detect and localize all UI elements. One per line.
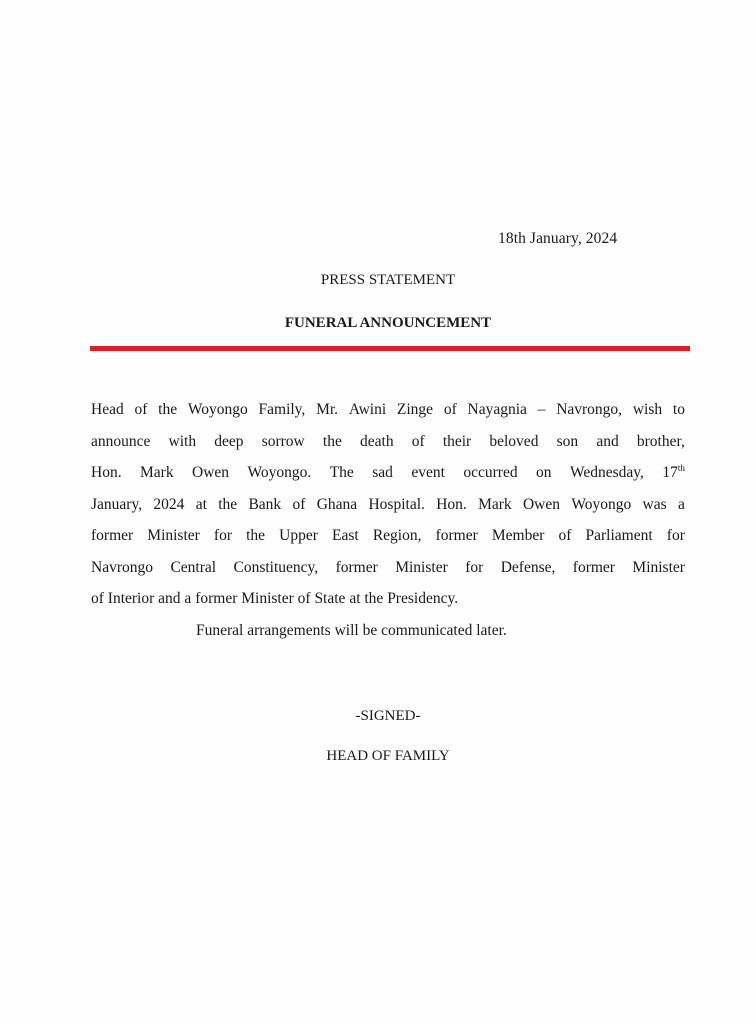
body-word: Mark (140, 464, 174, 481)
body-line (91, 489, 685, 521)
body-word: at (349, 590, 365, 607)
body-word: Minister (241, 590, 298, 607)
body-word: sad (372, 464, 393, 481)
body-word: State (314, 590, 350, 607)
body-word: announce (91, 432, 151, 450)
body-word: Mr. (316, 401, 339, 418)
body-word: the (158, 401, 178, 418)
body-word: of (443, 401, 457, 418)
body-word: the (246, 527, 266, 544)
body-word: January, (91, 495, 143, 513)
body-word: for (666, 527, 685, 544)
body-word: of (292, 495, 306, 513)
body-word: the (218, 495, 238, 513)
body-word: Head (91, 401, 124, 418)
body-line (91, 457, 685, 489)
body-line (91, 426, 685, 458)
body-word: Awini (348, 401, 387, 418)
body-word: Zinge (396, 401, 434, 418)
body-word: Parliament (585, 527, 653, 544)
body-line (91, 552, 685, 584)
body-word: with (168, 432, 197, 450)
body-word: East (332, 527, 359, 544)
red-divider-rule (90, 346, 690, 351)
body-word: Owen (522, 495, 561, 513)
body-word: Wednesday, (569, 464, 644, 481)
body-line (91, 520, 685, 552)
body-word: Interior (107, 590, 159, 607)
body-word: a (677, 495, 685, 513)
body-word: event (411, 464, 445, 481)
body-word: Region, (372, 527, 422, 544)
body-word: Central (170, 558, 217, 576)
body-word: former (335, 558, 378, 576)
body-word: Hon. (91, 464, 122, 481)
body-word: Woyongo. (247, 464, 312, 481)
body-word: Upper (279, 527, 318, 544)
body-word: Bank (248, 495, 282, 513)
body-word: former (91, 527, 134, 544)
body-word: of (411, 432, 425, 450)
body-word: to (672, 401, 685, 418)
body-word: and (596, 432, 619, 450)
body-word: beloved (489, 432, 539, 450)
body-word: Woyongo (571, 495, 632, 513)
signatory: HEAD OF FAMILY (326, 748, 450, 764)
body-word: Owen (192, 464, 230, 481)
body-word: Ghana (316, 495, 358, 513)
body-word: Mark (478, 495, 512, 513)
body-word: deep (214, 432, 244, 450)
body-line (91, 583, 685, 615)
body-word: for (213, 527, 232, 544)
body-word: Hospital. (368, 495, 425, 513)
body-word: of (558, 527, 572, 544)
body-word: Defense, (500, 558, 556, 576)
body-word: Constituency, (233, 558, 319, 576)
body-word: Woyongo (187, 401, 248, 418)
body-line (91, 394, 685, 426)
press-statement-heading: PRESS STATEMENT (320, 272, 456, 288)
body-word: former (572, 558, 615, 576)
body-word: former (435, 527, 478, 544)
body-word: Family, (258, 401, 306, 418)
body-word: Minister (147, 527, 200, 544)
body-word: of (91, 590, 108, 607)
body-word: – (537, 401, 546, 418)
body-word: Presidency. (387, 590, 459, 607)
body-word: son (556, 432, 579, 450)
body-word: their (442, 432, 472, 450)
announcement-body (91, 394, 685, 615)
signed-marker: -SIGNED- (355, 708, 421, 724)
body-word: Nayagnia (467, 401, 527, 418)
body-word: 17th (662, 463, 685, 481)
body-word: of (134, 401, 148, 418)
body-word: and (158, 590, 185, 607)
body-word: for (465, 558, 484, 576)
body-word: a (184, 590, 196, 607)
body-word: Hon. (436, 495, 467, 513)
body-word: was (642, 495, 667, 513)
body-word: Minister (395, 558, 448, 576)
body-word: occurred (463, 464, 518, 481)
closing-note: Funeral arrangements will be communicated later. (196, 622, 507, 639)
body-word: sorrow (261, 432, 305, 450)
body-word: 2024 (153, 495, 185, 513)
body-word: the (322, 432, 342, 450)
body-word: at (195, 495, 207, 513)
body-word: former (195, 590, 242, 607)
body-word: wish (632, 401, 663, 418)
body-word: of (297, 590, 315, 607)
funeral-announcement-heading: FUNERAL ANNOUNCEMENT (284, 315, 492, 331)
statement-date: 18th January, 2024 (498, 230, 618, 247)
body-word: Navrongo (91, 558, 153, 576)
body-word: the (364, 590, 388, 607)
ordinal-suffix: th (677, 463, 685, 473)
body-word: Member (491, 527, 545, 544)
body-word: Minister (632, 558, 685, 576)
body-word: brother, (636, 432, 685, 450)
body-word: on (536, 464, 552, 481)
body-word: death (360, 432, 394, 450)
body-word: Navrongo, (556, 401, 623, 418)
body-word: The (329, 464, 354, 481)
